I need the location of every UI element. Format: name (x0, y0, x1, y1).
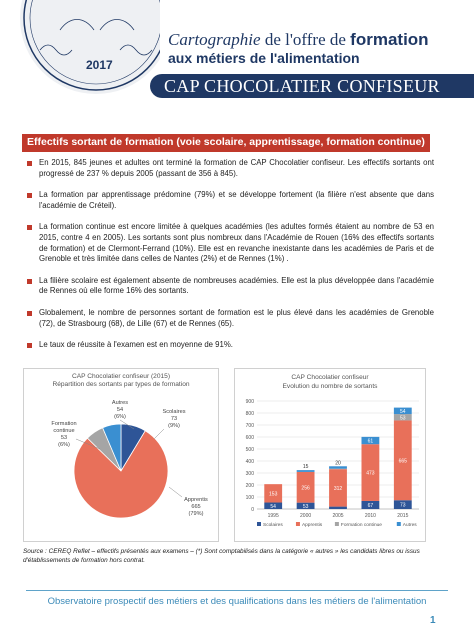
bullet-list (26, 158, 434, 362)
legend-label: Apprentis (301, 523, 323, 528)
y-tick-label: 800 (245, 411, 254, 417)
pie-label-apprentis-pct: (79%) (188, 511, 204, 517)
y-tick-label: 900 (245, 399, 254, 405)
pie-label-scolaires: Scolaires (162, 409, 186, 415)
pie-label-scolaires-value: 73 (170, 416, 178, 422)
pie-chart (24, 391, 218, 541)
banner-title: CAP CHOCOLATIER CONFISEUR (164, 76, 440, 96)
footer-text: Observatoire prospectif des métiers et des qualifications dans les métiers de l'alimentation (47, 596, 427, 607)
header-title-mid: de l'offre de (260, 30, 351, 49)
y-tick-label: 200 (245, 483, 254, 489)
bullet-square-icon (27, 279, 32, 284)
bullet-square-icon (27, 193, 32, 198)
legend-swatch (296, 522, 300, 526)
edition-year: 2017 (86, 58, 113, 72)
source-note: Source : CEREQ Reflet – effectifs présentés aux examens – (*) Sont comptabilisés dans la catégorie « autres » les candidats libres ou issus d'établissements de formation hors contrat. (23, 548, 420, 564)
bar-value-label: 473 (366, 470, 375, 477)
pie-label-apprentis-value: 665 (191, 504, 201, 510)
pie-label-apprentis: Apprentis (184, 497, 208, 503)
bar-value-label: 53 (400, 415, 406, 422)
y-tick-label: 100 (245, 495, 254, 501)
page-header (0, 0, 474, 100)
bullet-text: La formation continue est encore limitée à quelques académies (les adultes formés étaient au nombre de 53 en 2015, contre 4 en 2005). Les sortants sont plus nombreux dans l'Académie de Rouen (16% des effectifs sortants de formation) et de Clermont-Ferrand (10%). Elle est en revanche inexistante dans les académies de Paris et de Grenoble et très limitée dans celles de Nantes (2%) et de Rennes (1%) . (39, 222, 434, 264)
y-tick-label: 0 (251, 507, 254, 513)
pie-chart-subtitle: Répartition des sortants par types de formation (52, 381, 190, 388)
header-title-italic: Cartographie (168, 30, 261, 49)
bar-value-label: 54 (270, 503, 276, 510)
pie-label-fc-pct: (6%) (58, 442, 70, 448)
bullet-text: Le taux de réussite à l'examen est en moyenne de 91%. (39, 340, 233, 350)
bar-value-label: 67 (367, 502, 374, 509)
bar-segment-autres (297, 470, 315, 472)
bullet-square-icon (27, 161, 32, 166)
header-title-line2: aux métiers de l'alimentation (168, 50, 360, 66)
x-tick-label: 2015 (397, 513, 409, 519)
bar-value-label: 53 (302, 503, 309, 510)
bar-value-label: 256 (301, 485, 310, 492)
header-banner (150, 74, 474, 98)
bullet-item (26, 222, 434, 264)
bar-value-label: 312 (333, 485, 343, 492)
footer-divider (26, 590, 448, 591)
bar-value-label: 15 (302, 464, 309, 471)
pie-label-fc-2: continue (53, 428, 75, 434)
bar-value-label: 54 (400, 408, 406, 415)
bullet-square-icon (27, 225, 32, 230)
bullet-square-icon (27, 311, 32, 316)
pie-label-fc-value: 53 (60, 435, 68, 441)
page-number: 1 (430, 615, 436, 626)
pie-chart-panel (23, 368, 219, 542)
bar-value-label: 665 (398, 458, 407, 465)
pie-label-scolaires-pct: (9%) (168, 423, 180, 429)
bullet-item (26, 308, 434, 329)
y-tick-label: 500 (245, 447, 254, 453)
bullet-item (26, 158, 434, 179)
x-tick-label: 2000 (300, 513, 312, 519)
bar-value-label: 61 (367, 438, 374, 445)
legend-swatch (397, 522, 401, 526)
pie-label-autres-value: 54 (116, 407, 124, 413)
x-tick-label: 2010 (364, 513, 376, 519)
bar-segment-scolaires (329, 507, 347, 509)
bar-chart (235, 391, 425, 541)
pie-chart-title: CAP Chocolatier confiseur (2015) (71, 373, 171, 380)
bar-chart-title: CAP Chocolatier confiseur (291, 374, 369, 381)
logo-badge (0, 0, 160, 100)
bar-chart-panel (234, 368, 426, 542)
x-tick-label: 2005 (332, 513, 344, 519)
y-tick-label: 600 (245, 435, 254, 441)
pie-label-autres: Autres (111, 400, 129, 406)
y-tick-label: 700 (245, 423, 254, 429)
legend-label: Autres (402, 523, 417, 528)
bar-chart-subtitle: Evolution du nombre de sortants (282, 383, 378, 390)
legend-swatch (335, 522, 339, 526)
header-title-line1 (168, 30, 429, 50)
section-title-bar (22, 134, 430, 152)
bullet-square-icon (27, 343, 32, 348)
pie-label-autres-pct: (6%) (114, 414, 126, 420)
legend-label: Scolaires (263, 523, 283, 528)
bullet-text: Globalement, le nombre de personnes sortant de formation est le plus élevé dans les académies de Grenoble (72), de Strasbourg (68), de Lille (67) et de Rennes (65). (39, 307, 434, 328)
bar-segment-autres (329, 466, 347, 468)
bar-value-label: 73 (400, 502, 406, 509)
header-title-bold: formation (350, 30, 429, 49)
bullet-item (26, 190, 434, 211)
bullet-text: La formation par apprentissage prédomine (79%) et se développe fortement (la filière n'est absente que dans l'académie de Créteil). (39, 190, 434, 210)
bar-value-label: 20 (335, 460, 341, 467)
pie-label-fc: Formation (51, 421, 77, 427)
y-tick-label: 300 (245, 471, 254, 477)
legend-swatch (257, 522, 261, 526)
section-title: Effectifs sortant de formation (voie scolaire, apprentissage, formation continue) (27, 136, 425, 148)
y-tick-label: 400 (245, 459, 254, 465)
bullet-item (26, 276, 434, 297)
bullet-item (26, 340, 434, 351)
x-tick-label: 1995 (267, 513, 279, 519)
bar-value-label: 153 (269, 491, 278, 498)
legend-label: Formation continue (340, 523, 382, 528)
bullet-text: En 2015, 845 jeunes et adultes ont terminé la formation de CAP Chocolatier confiseur. Les effectifs sortants ont progressé de 237 % depuis 2005 (passant de 356 à 845). (39, 158, 434, 178)
bullet-text: La filière scolaire est également absente de nombreuses académies. Elle est la plus développée dans l'académie de Rennes où elle forme 16% des sortants. (39, 275, 434, 296)
